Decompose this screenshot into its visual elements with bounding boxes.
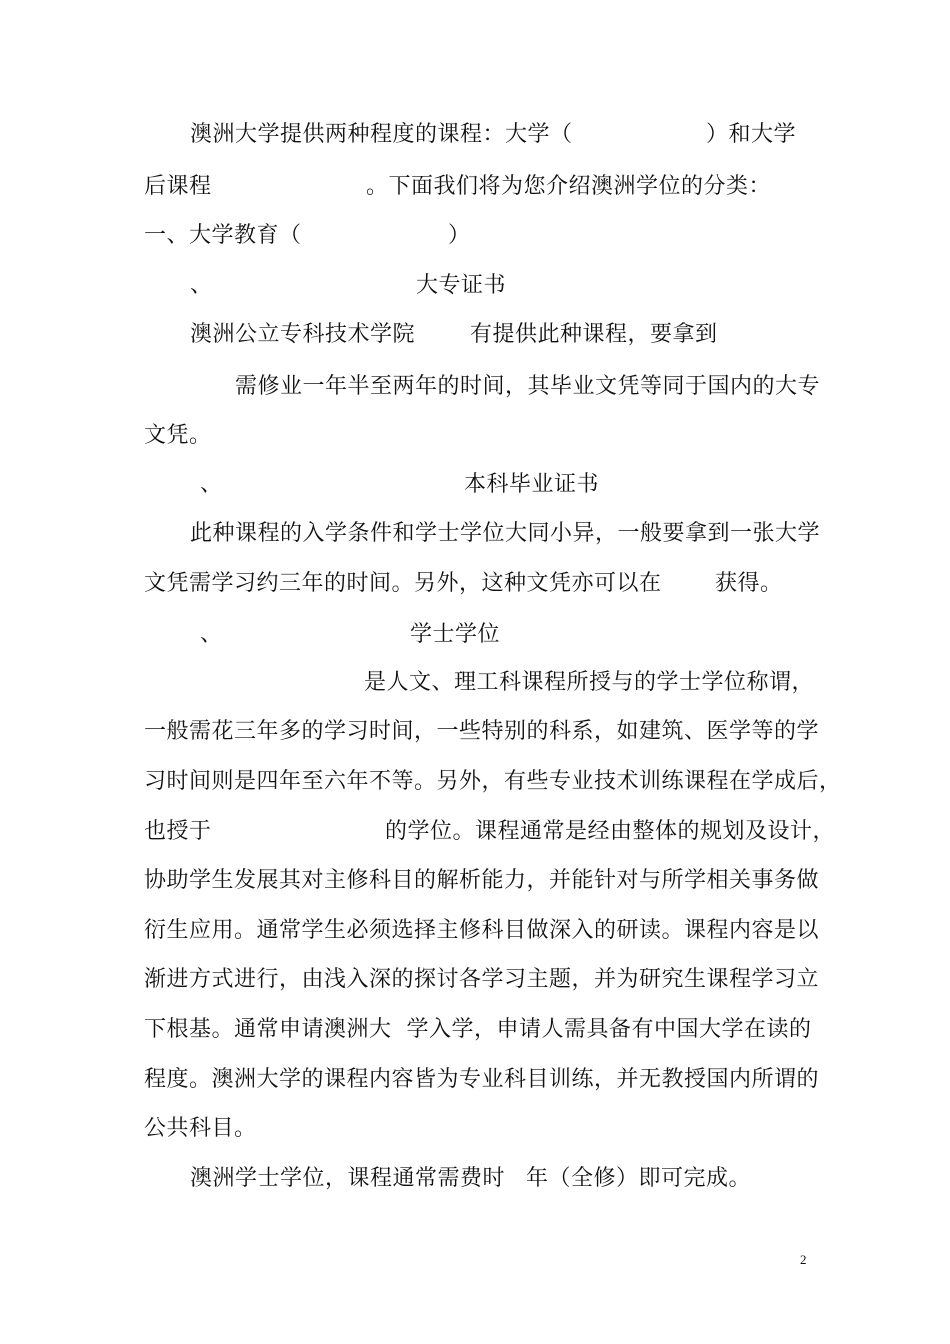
text-line: 渐进方式进行，由浅入深的探讨各学习主题，并为研究生课程学习立 xyxy=(144,967,820,992)
text-line: ）和大学 xyxy=(706,122,797,147)
text-line: 公共科目。 xyxy=(144,1116,257,1141)
text-line: ） xyxy=(448,223,471,248)
text-line: 澳洲公立专科技术学院 xyxy=(190,322,416,347)
text-line: 此种课程的入学条件和学士学位大同小异，一般要拿到一张大学 xyxy=(190,521,821,546)
subheading-marker: 、 xyxy=(190,273,213,298)
text-line: 澳洲学士学位，课程通常需费时 xyxy=(190,1166,506,1191)
subheading-marker: 、 xyxy=(200,622,223,647)
text-line: 澳洲大学提供两种程度的课程：大学（ xyxy=(190,122,573,147)
text-line: 协助学生发展其对主修科目的解析能力，并能针对与所学相关事务做 xyxy=(144,868,820,893)
text-line: 获得。 xyxy=(715,571,783,596)
text-line: 衍生应用。通常学生必须选择主修科目做深入的研读。课程内容是以 xyxy=(144,918,820,943)
text-line: 也授于 xyxy=(144,819,212,844)
subheading-title: 学士学位 xyxy=(410,622,501,647)
text-line: 程度。澳洲大学的课程内容皆为专业科目训练，并无教授国内所谓的 xyxy=(144,1067,820,1092)
text-line: 。下面我们将为您介绍澳洲学位的分类： xyxy=(366,174,772,199)
text-line: 文凭。 xyxy=(144,423,212,448)
text-line: 一般需花三年多的学习时间，一些特别的科系，如建筑、医学等的学 xyxy=(144,719,820,744)
page-number: 2 xyxy=(800,1252,807,1267)
text-line: 习时间则是四年至六年不等。另外，有些专业技术训练课程在学成后， xyxy=(144,769,842,794)
subheading-title: 大专证书 xyxy=(416,273,507,298)
text-line: 后课程 xyxy=(144,174,212,199)
subheading-title: 本科毕业证书 xyxy=(464,472,600,497)
text-line: 有提供此种课程，要拿到 xyxy=(470,322,718,347)
text-line: 是人文、理工科课程所授与的学士学位称谓， xyxy=(364,670,815,695)
text-line: 的学位。课程通常是经由整体的规划及设计， xyxy=(385,819,836,844)
text-line: 需修业一年半至两年的时间，其毕业文凭等同于国内的大专 xyxy=(235,374,821,399)
text-line: 年（全修）即可完成。 xyxy=(526,1166,752,1191)
text-line: 下根基。通常申请澳洲大 学入学，申请人需具备有中国大学在读的 xyxy=(144,1017,812,1042)
subheading-marker: 、 xyxy=(200,472,223,497)
text-line: 文凭需学习约三年的时间。另外，这种文凭亦可以在 xyxy=(144,571,662,596)
section-heading: 一、大学教育（ xyxy=(144,223,302,248)
